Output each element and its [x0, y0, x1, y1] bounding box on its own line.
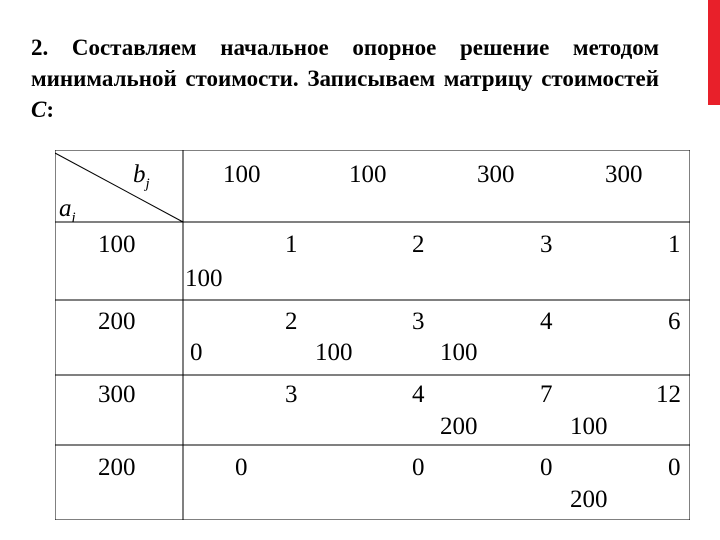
cost-value: 12 — [656, 381, 681, 408]
demand-value: 300 — [477, 161, 515, 188]
cost-value: 0 — [540, 454, 553, 481]
cost-value: 2 — [285, 308, 298, 335]
table-grid — [55, 150, 690, 520]
allocation-value: 200 — [440, 413, 478, 440]
cost-value: 6 — [668, 308, 681, 335]
cost-value: 1 — [285, 231, 298, 258]
corner-supply-label: $a_i$ — [59, 195, 76, 226]
accent-bar — [708, 0, 720, 105]
corner-demand-label: $b_j$ — [133, 161, 150, 192]
transport-table — [55, 150, 690, 520]
cost-value: 7 — [540, 381, 553, 408]
allocation-value: 0 — [190, 339, 203, 366]
demand-value: 100 — [349, 161, 387, 188]
demand-value: 100 — [223, 161, 261, 188]
cost-value: 3 — [285, 381, 298, 408]
allocation-value: 100 — [570, 413, 608, 440]
allocation-value: 100 — [185, 265, 223, 292]
cost-value: 4 — [412, 381, 425, 408]
matrix-symbol: C — [31, 97, 47, 122]
cost-value: 0 — [412, 454, 425, 481]
supply-value: 300 — [98, 381, 136, 408]
supply-value: 200 — [98, 308, 136, 335]
heading-text: 2. Составляем начальное опорное решение методом минимальной стоимости. Записываем матрицу стоимостей — [31, 35, 659, 91]
allocation-value: 200 — [570, 486, 608, 513]
allocation-value: 100 — [440, 339, 478, 366]
allocation-value: 100 — [315, 339, 353, 366]
cost-value: 1 — [668, 231, 681, 258]
cost-value: 2 — [412, 231, 425, 258]
supply-value: 100 — [98, 231, 136, 258]
heading-colon: : — [46, 97, 55, 122]
cost-value: 4 — [540, 308, 553, 335]
demand-value: 300 — [605, 161, 643, 188]
cost-value: 3 — [540, 231, 553, 258]
cost-value: 0 — [668, 454, 681, 481]
slide-heading — [31, 32, 659, 125]
cost-value: 0 — [235, 454, 248, 481]
cost-value: 3 — [412, 308, 425, 335]
supply-value: 200 — [98, 454, 136, 481]
